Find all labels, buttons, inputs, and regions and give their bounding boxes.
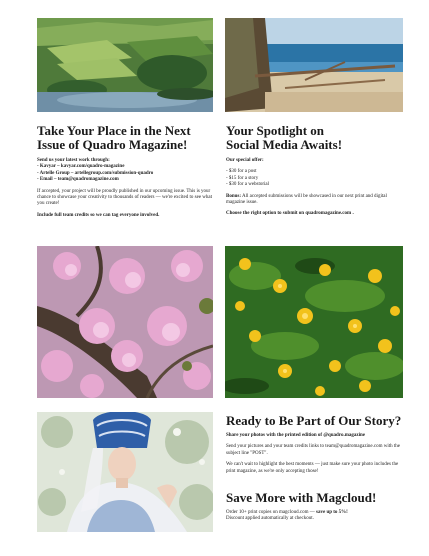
section-next-issue <box>37 124 215 224</box>
save-percent: save up to 5%! <box>316 510 348 515</box>
bonus-label: Bonus: <box>226 193 242 199</box>
team-credits-note: Include full team credits so we can tag everyone involved. <box>37 212 160 218</box>
offer-webstorial: - $30 for a webstorial <box>226 182 270 188</box>
section-story <box>226 414 408 480</box>
send-heading: Send us your latest work through: <box>37 158 110 163</box>
offer-heading-block <box>226 158 406 164</box>
save-title: Save More with Magcloud! <box>226 490 377 505</box>
next-issue-title: Take Your Place in the Next Issue of Quadro Magazine! <box>37 123 191 152</box>
save-discount-line: Discount applied automatically at checkout. <box>226 516 314 522</box>
link-kavyar[interactable]: - Kavyar – kavyar.com/quadro-magazine <box>37 164 125 170</box>
photo-woman-kokoshnik <box>37 412 213 532</box>
social-spotlight-title: Your Spotlight on Social Media Awaits! <box>226 123 343 152</box>
bonus-note <box>226 194 406 207</box>
story-title: Ready to Be Part of Our Story? <box>226 413 402 428</box>
story-highlight-line: We can't wait to highlight the best moments — just make sure your photo includes the print magazine, as we're only accepting those! <box>226 462 399 474</box>
offer-list <box>226 169 406 188</box>
save-order-line: Order 10+ print copies on magcloud.com — save up to 5%! <box>226 510 348 515</box>
photo-driftwood-shore <box>225 18 403 112</box>
save-details <box>226 510 408 523</box>
photo-cherry-blossom <box>37 246 213 398</box>
photo-yellow-flowers <box>225 246 403 398</box>
story-send-line: Send your pictures and your team credits links to team@quadromagazine.com with the subject line "POST". <box>226 444 401 456</box>
section-social-spotlight <box>226 124 406 223</box>
link-artelle[interactable]: - Artelle Group – artellegroup.com/submission-quadro <box>37 170 154 176</box>
choose-option[interactable]: Choose the right option to submit on quadromagazine.com . <box>226 211 354 217</box>
link-email[interactable]: - Email – team@quadromagazine.com <box>37 177 119 183</box>
bonus-text: All accepted submissions will be showcased in our next print and digital magazine issue. <box>226 193 387 206</box>
section-save <box>226 491 408 528</box>
submission-links <box>37 158 215 184</box>
photo-aerial-landscape <box>37 18 213 112</box>
story-share-line: Share your photos with the printed edition of @quadro.magazine <box>226 433 365 438</box>
next-issue-body: If accepted, your project will be proudly published in our upcoming issue. This is your chance to showcase your creativity to thousands of readers — we're excited to see what you create! <box>37 188 213 207</box>
offer-story: - $15 for a story <box>226 175 259 181</box>
offer-heading: Our special offer: <box>226 158 264 163</box>
offer-post: - $30 for a post <box>226 169 257 175</box>
